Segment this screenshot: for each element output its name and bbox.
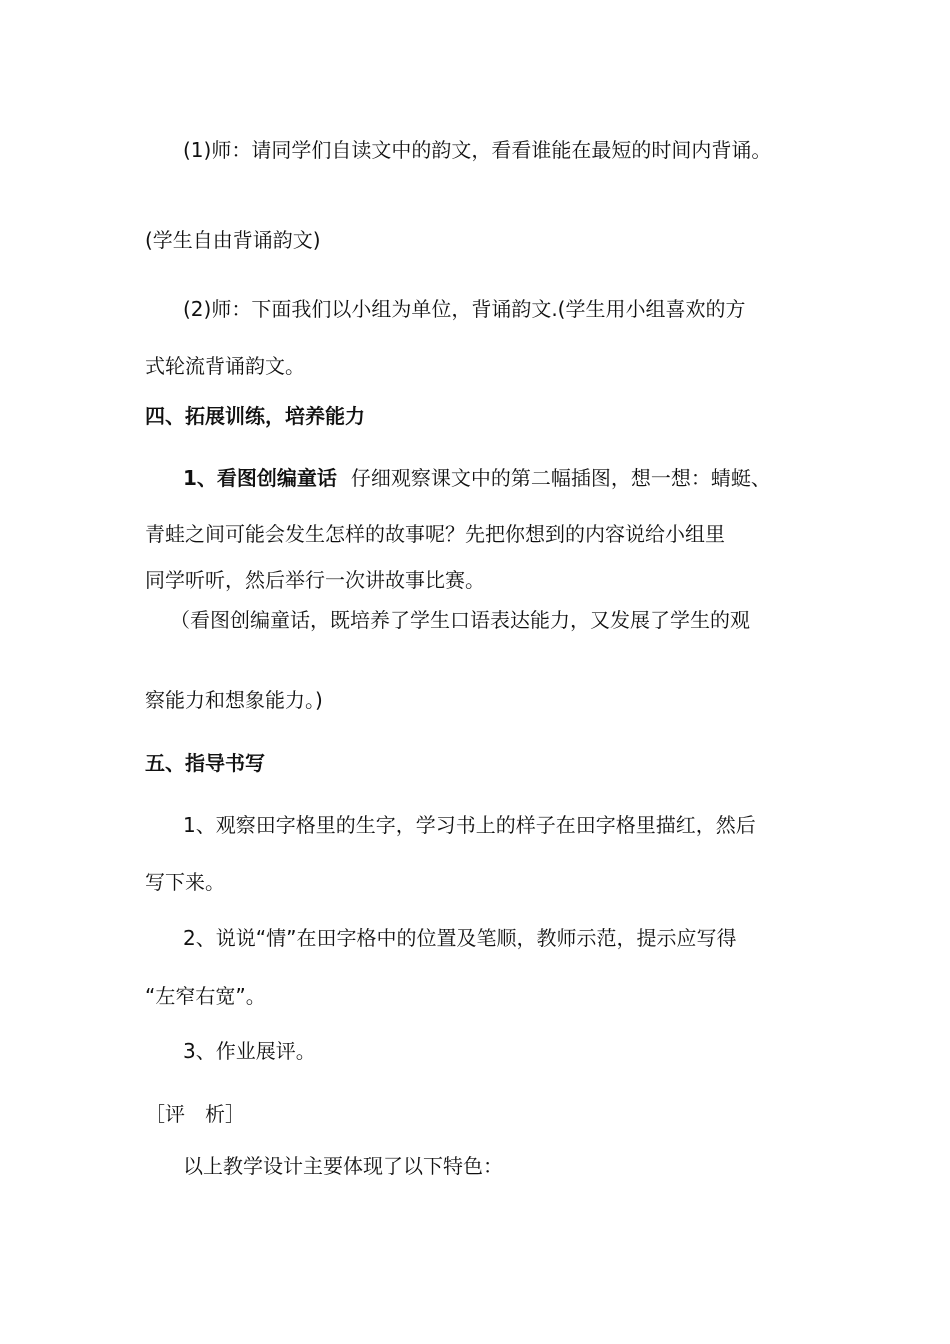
- section-heading-4: 四、拓展训练，培养能力: [145, 404, 365, 428]
- paragraph-teacher-2: (2)师：下面我们以小组为单位，背诵韵文.(学生用小组喜欢的方: [183, 297, 746, 321]
- paragraph-writing-2: 2、说说“情”在田字格中的位置及笔顺，教师示范，提示应写得: [183, 926, 737, 950]
- paragraph-teacher-1: (1)师：请同学们自读文中的韵文，看看谁能在最短的时间内背诵。: [183, 138, 772, 162]
- paragraph-story-task-cont-1: 青蛙之间可能会发生怎样的故事呢？先把你想到的内容说给小组里: [145, 522, 725, 546]
- paragraph-writing-1: 1、观察田字格里的生字，学习书上的样子在田字格里描红，然后: [183, 813, 756, 837]
- story-task-text: 仔细观察课文中的第二幅插图，想一想：蜻蜓、: [350, 466, 771, 490]
- section-heading-5: 五、指导书写: [145, 751, 265, 775]
- analysis-heading: ［评 析］: [145, 1102, 245, 1126]
- paragraph-writing-2-cont: “左窄右宽”。: [145, 984, 266, 1008]
- paragraph-students-recite: (学生自由背诵韵文): [145, 228, 321, 252]
- paragraph-story-comment-cont: 察能力和想象能力。): [145, 688, 323, 712]
- paragraph-story-comment: （看图创编童话，既培养了学生口语表达能力，又发展了学生的观: [170, 608, 750, 632]
- paragraph-writing-3: 3、作业展评。: [183, 1039, 316, 1063]
- paragraph-story-task-cont-2: 同学听听，然后举行一次讲故事比赛。: [145, 568, 485, 592]
- paragraph-teacher-2-cont: 式轮流背诵韵文。: [145, 354, 305, 378]
- paragraph-analysis-intro: 以上教学设计主要体现了以下特色：: [183, 1154, 503, 1178]
- paragraph-writing-1-cont: 写下来。: [145, 870, 225, 894]
- story-task-title: 1、看图创编童话: [183, 466, 337, 490]
- paragraph-story-task: [183, 464, 771, 492]
